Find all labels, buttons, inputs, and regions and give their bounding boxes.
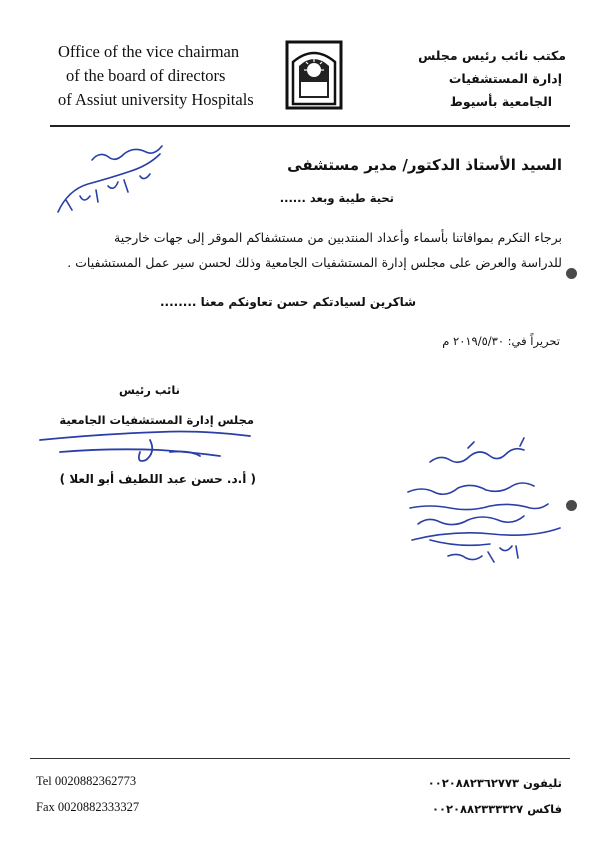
footer-fax-english: Fax 0020882333327 bbox=[36, 800, 140, 814]
footer-fax-arabic: فاكس ٠٠٢٠٨٨٢٣٣٣٣٢٧ bbox=[431, 802, 562, 816]
footer-tel-arabic: تليفون ٠٠٢٠٨٨٢٣٦٢٧٧٣ bbox=[427, 776, 562, 790]
letterhead-english-line-3: of Assiut university Hospitals bbox=[58, 90, 254, 109]
greeting: تحية طيبة وبعد ...... bbox=[279, 191, 394, 205]
closing-thanks: شاكرين لسيادتكم حسن تعاونكم معنا ........ bbox=[160, 295, 416, 309]
letter-body-line-2: للدراسة والعرض على مجلس إدارة المستشفيات الجامعية وذلك لحسن سير عمل المستشفيات . bbox=[67, 255, 562, 270]
signature-scribble bbox=[40, 432, 250, 462]
letterhead-english-line-1: Office of the vice chairman bbox=[58, 42, 240, 61]
signatory-organization: مجلس إدارة المستشفيات الجامعية bbox=[59, 413, 254, 427]
footer-arabic bbox=[428, 770, 562, 822]
letter-body-line-1: برجاء التكرم بموافاتنا بأسماء وأعداد المنتدبين من مستشفاكم الموقر إلى جهات خارجية bbox=[114, 230, 562, 245]
handwritten-note-bottom bbox=[408, 438, 560, 562]
footer-tel-english: Tel 0020882362773 bbox=[36, 774, 137, 788]
letterhead-arabic-line-1: مكتب نائب رئيس مجلس bbox=[418, 48, 566, 63]
signatory-name: ( أ.د. حسن عبد اللطيف أبو العلا ) bbox=[59, 472, 256, 486]
letter-date: تحريراً في: ٢٠١٩/٥/٣٠ م bbox=[442, 334, 560, 348]
footer-divider bbox=[30, 758, 570, 759]
letterhead-arabic-line-2: إدارة المستشفيات bbox=[448, 71, 562, 86]
signatory-title: نائب رئيس bbox=[118, 383, 180, 397]
addressee: السيد الأستاذ الدكتور/ مدير مستشفى bbox=[287, 156, 562, 174]
footer-english bbox=[36, 768, 139, 820]
letterhead-arabic-line-3: الجامعية بأسيوط bbox=[449, 94, 552, 109]
letterhead-english-line-2: of the board of directors bbox=[66, 66, 226, 85]
handwritten-date-top bbox=[58, 146, 162, 212]
